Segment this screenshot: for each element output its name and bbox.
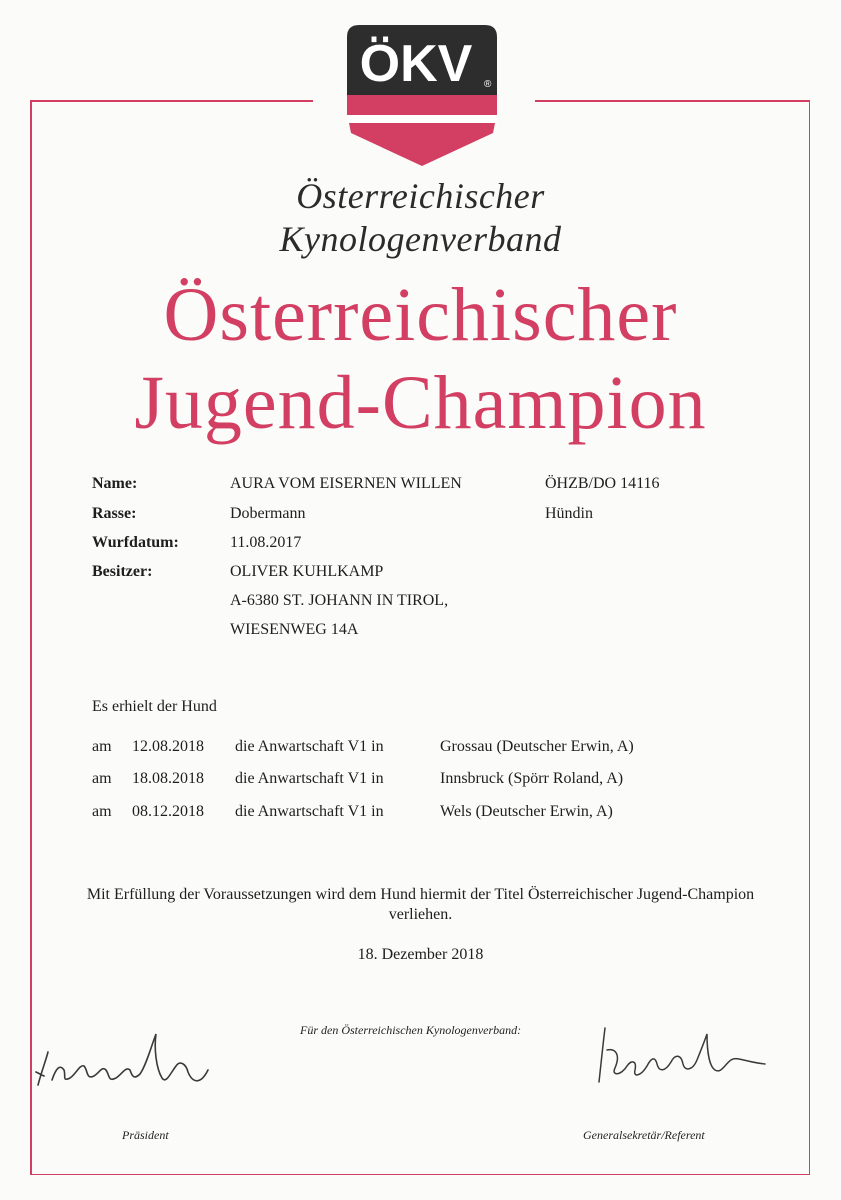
award-date: 12.08.2018 [132, 738, 204, 755]
award-place: Grossau (Deutscher Erwin, A) [440, 738, 634, 755]
award-place: Innsbruck (Spörr Roland, A) [440, 770, 624, 787]
breed-label: Rasse: [92, 505, 137, 522]
award-prefix: am [92, 770, 112, 787]
birth-date-label: Wurfdatum: [92, 534, 179, 551]
award-place: Wels (Deutscher Erwin, A) [440, 803, 613, 820]
birth-date-value: 11.08.2017 [230, 534, 302, 551]
organization-line-1: Österreichischer [296, 176, 545, 216]
award-prefix: am [92, 738, 112, 755]
president-signature [30, 1030, 220, 1095]
award-type: die Anwartschaft V1 in [235, 770, 384, 787]
award-date: 18.08.2018 [132, 770, 204, 787]
issue-date: 18. Dezember 2018 [357, 946, 484, 963]
certificate-border [30, 100, 810, 1175]
title-statement-line-1: Mit Erfüllung der Voraussetzungen wird dem Hund hiermit der Titel Österreichischer Jugend-Champion [86, 886, 755, 903]
intro-text: Es erhielt der Hund [92, 698, 217, 715]
award-type: die Anwartschaft V1 in [235, 803, 384, 820]
signature-caption: Für den Österreichischen Kynologenverband: [300, 1023, 522, 1037]
owner-address-city: A-6380 ST. JOHANN IN TIROL, [230, 592, 449, 609]
certificate-title-line-2: Jugend-Champion [134, 361, 707, 445]
title-statement-line-2: verliehen. [388, 906, 453, 923]
certificate-title-line-1: Österreichischer [163, 273, 678, 357]
breed-value: Dobermann [230, 505, 306, 522]
name-label: Name: [92, 475, 138, 492]
award-date: 08.12.2018 [132, 803, 204, 820]
svg-text:ÖKV: ÖKV [359, 35, 473, 93]
president-role: Präsident [122, 1128, 169, 1142]
svg-text:®: ® [484, 79, 492, 90]
secretary-signature [585, 1020, 785, 1095]
okv-logo [343, 23, 501, 168]
organization-line-2: Kynologenverband [279, 219, 562, 259]
registry-number: ÖHZB/DO 14116 [545, 475, 660, 492]
owner-name: OLIVER KUHLKAMP [230, 563, 384, 580]
award-prefix: am [92, 803, 112, 820]
sex-value: Hündin [545, 505, 593, 522]
secretary-role: Generalsekretär/Referent [583, 1128, 705, 1142]
dog-name: AURA VOM EISERNEN WILLEN [230, 475, 462, 492]
owner-label: Besitzer: [92, 563, 153, 580]
owner-address-street: WIESENWEG 14A [230, 621, 359, 638]
award-type: die Anwartschaft V1 in [235, 738, 384, 755]
